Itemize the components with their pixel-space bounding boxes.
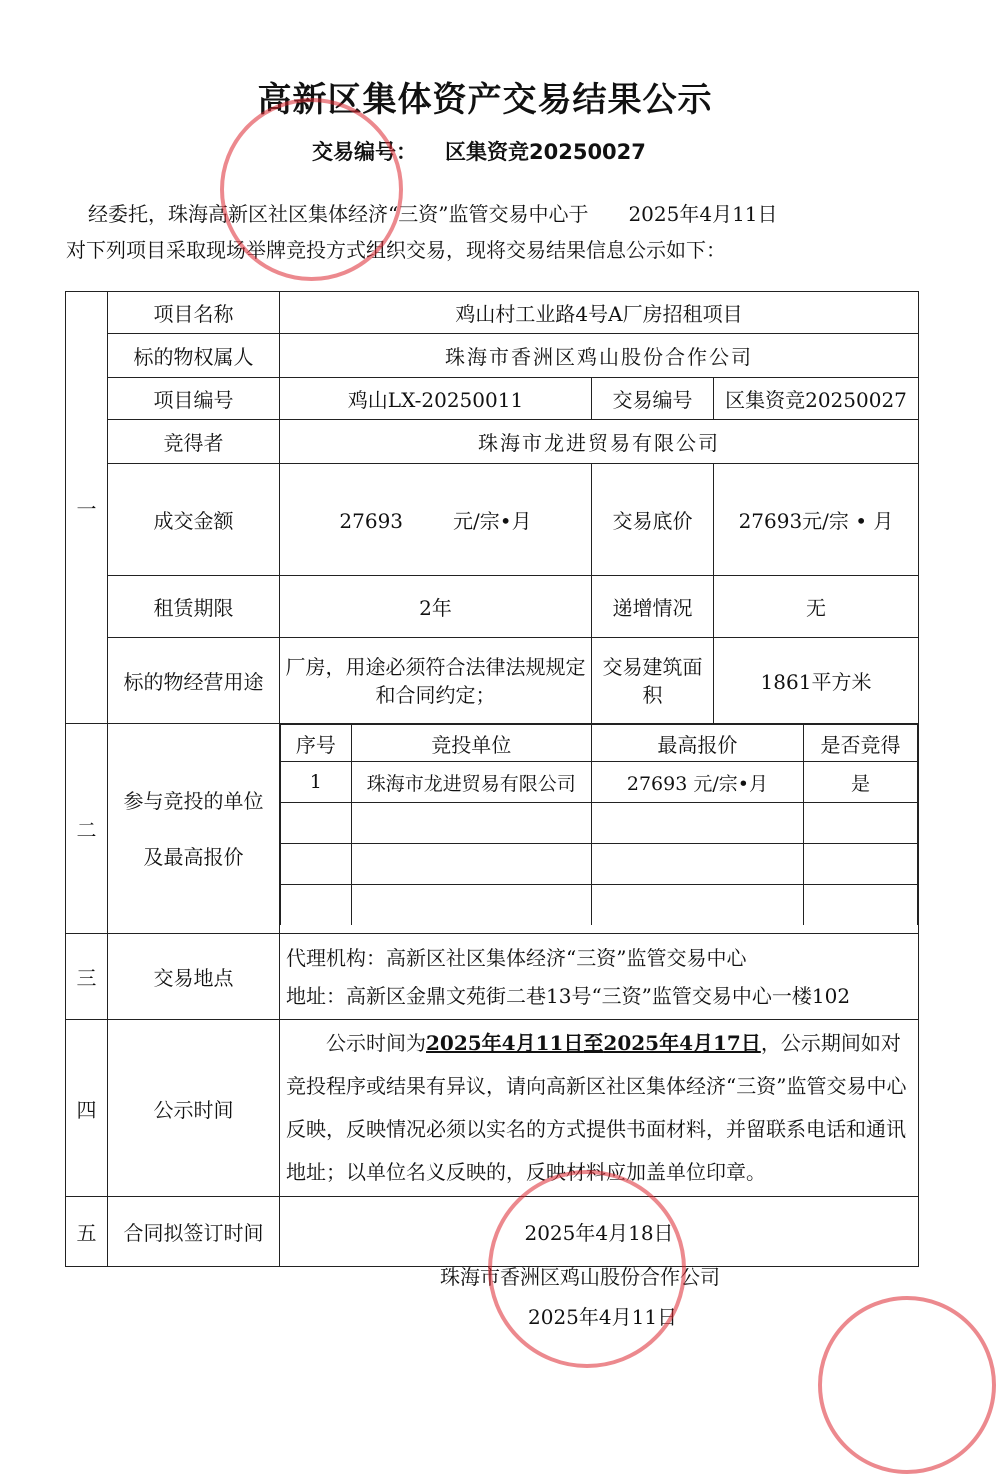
bid-header-won: 是否竞得 bbox=[803, 725, 917, 762]
empty-row bbox=[281, 803, 918, 844]
base-price-value: 27693元/宗 • 月 bbox=[714, 464, 919, 576]
notice-label: 公示时间 bbox=[108, 1020, 280, 1197]
section-one: 一 bbox=[66, 292, 108, 724]
location-agency: 代理机构：高新区社区集体经济“三资”监管交易中心 bbox=[286, 945, 747, 970]
contract-label: 合同拟签订时间 bbox=[108, 1197, 280, 1267]
notice-prefix: 公示时间为 bbox=[326, 1031, 426, 1055]
table-row bbox=[281, 762, 918, 803]
intro-paragraph bbox=[66, 196, 906, 268]
notice-to: 至 bbox=[583, 1031, 604, 1055]
notice-end: 2025年4月17日 bbox=[603, 1031, 761, 1055]
winner-label: 竞得者 bbox=[108, 420, 280, 464]
owner-label: 标的物权属人 bbox=[108, 334, 280, 378]
result-table bbox=[65, 291, 919, 1267]
bid-header-price: 最高报价 bbox=[591, 725, 803, 762]
bid-price: 27693 元/宗•月 bbox=[591, 762, 803, 803]
usage-value: 厂房，用途必须符合法律法规规定和合同约定； bbox=[280, 638, 592, 724]
section-four: 四 bbox=[66, 1020, 108, 1197]
trade-code-line bbox=[312, 136, 674, 166]
bid-unit: 珠海市龙进贸易有限公司 bbox=[351, 762, 591, 803]
lease-term-value: 2年 bbox=[280, 576, 592, 638]
intro-text: 经委托，珠海高新区社区集体经济“三资”监管交易中心于 bbox=[88, 202, 589, 226]
signature-date: 2025年4月11日 bbox=[528, 1305, 678, 1329]
project-number-label: 项目编号 bbox=[108, 378, 280, 420]
contract-value: 2025年4月18日 bbox=[280, 1197, 919, 1267]
deal-amount-cell bbox=[280, 464, 592, 576]
intro-line-1 bbox=[66, 196, 906, 232]
partial-seal-stamp bbox=[818, 1296, 996, 1474]
empty-row bbox=[281, 885, 918, 926]
project-name-label: 项目名称 bbox=[108, 292, 280, 334]
trade-number-value: 区集资竞20250027 bbox=[714, 378, 919, 420]
deal-amount-label: 成交金额 bbox=[108, 464, 280, 576]
bid-header-no: 序号 bbox=[281, 725, 352, 762]
bid-header-unit: 竞投单位 bbox=[351, 725, 591, 762]
bidding-table bbox=[280, 724, 918, 925]
project-number-value: 鸡山LX-20250011 bbox=[280, 378, 592, 420]
project-name-value: 鸡山村工业路4号A厂房招租项目 bbox=[280, 292, 919, 334]
deal-amount-unit: 元/宗•月 bbox=[453, 509, 532, 533]
bid-won: 是 bbox=[803, 762, 917, 803]
bidding-header-row bbox=[281, 725, 918, 762]
owner-value: 珠海市香洲区鸡山股份合作公司 bbox=[280, 334, 919, 378]
bidding-label: 参与竞投的单位及最高报价 bbox=[108, 724, 280, 934]
notice-start: 2025年4月11日 bbox=[426, 1031, 584, 1055]
increase-label: 递增情况 bbox=[592, 576, 714, 638]
deal-amount-value: 27693 bbox=[339, 509, 404, 533]
intro-line-2: 对下列项目采取现场举牌竞投方式组织交易，现将交易结果信息公示如下： bbox=[66, 238, 726, 262]
area-label: 交易建筑面积 bbox=[592, 638, 714, 724]
trade-code-value: 区集资竞20250027 bbox=[445, 140, 646, 164]
signature-org: 珠海市香洲区鸡山股份合作公司 bbox=[440, 1265, 720, 1289]
winner-value: 珠海市龙进贸易有限公司 bbox=[280, 420, 919, 464]
trade-number-label: 交易编号 bbox=[592, 378, 714, 420]
area-value: 1861平方米 bbox=[714, 638, 919, 724]
empty-row bbox=[281, 844, 918, 885]
location-label: 交易地点 bbox=[108, 934, 280, 1020]
trade-code-label: 交易编号： bbox=[312, 140, 417, 164]
location-cell bbox=[280, 934, 919, 1020]
lease-term-label: 租赁期限 bbox=[108, 576, 280, 638]
notice-text bbox=[280, 1020, 919, 1197]
notice-rest: ，公示期间如对竞投程序或结果有异议，请向高新区社区集体经济“三资”监管交易中心反映，反映情况必须以实名的方式提供书面材料，并留联系电话和通讯地址；以单位名义反映的，反映材料应加盖单位印章。 bbox=[286, 1031, 907, 1184]
location-address: 地址：高新区金鼎文苑街二巷13号“三资”监管交易中心一楼102 bbox=[286, 983, 851, 1008]
increase-value: 无 bbox=[714, 576, 919, 638]
base-price-label: 交易底价 bbox=[592, 464, 714, 576]
bidding-cell bbox=[280, 724, 919, 934]
section-two: 二 bbox=[66, 724, 108, 934]
intro-date: 2025年4月11日 bbox=[628, 202, 778, 226]
bid-no: 1 bbox=[281, 762, 352, 803]
page-title: 高新区集体资产交易结果公示 bbox=[257, 80, 713, 120]
section-three: 三 bbox=[66, 934, 108, 1020]
usage-label: 标的物经营用途 bbox=[108, 638, 280, 724]
section-five: 五 bbox=[66, 1197, 108, 1267]
